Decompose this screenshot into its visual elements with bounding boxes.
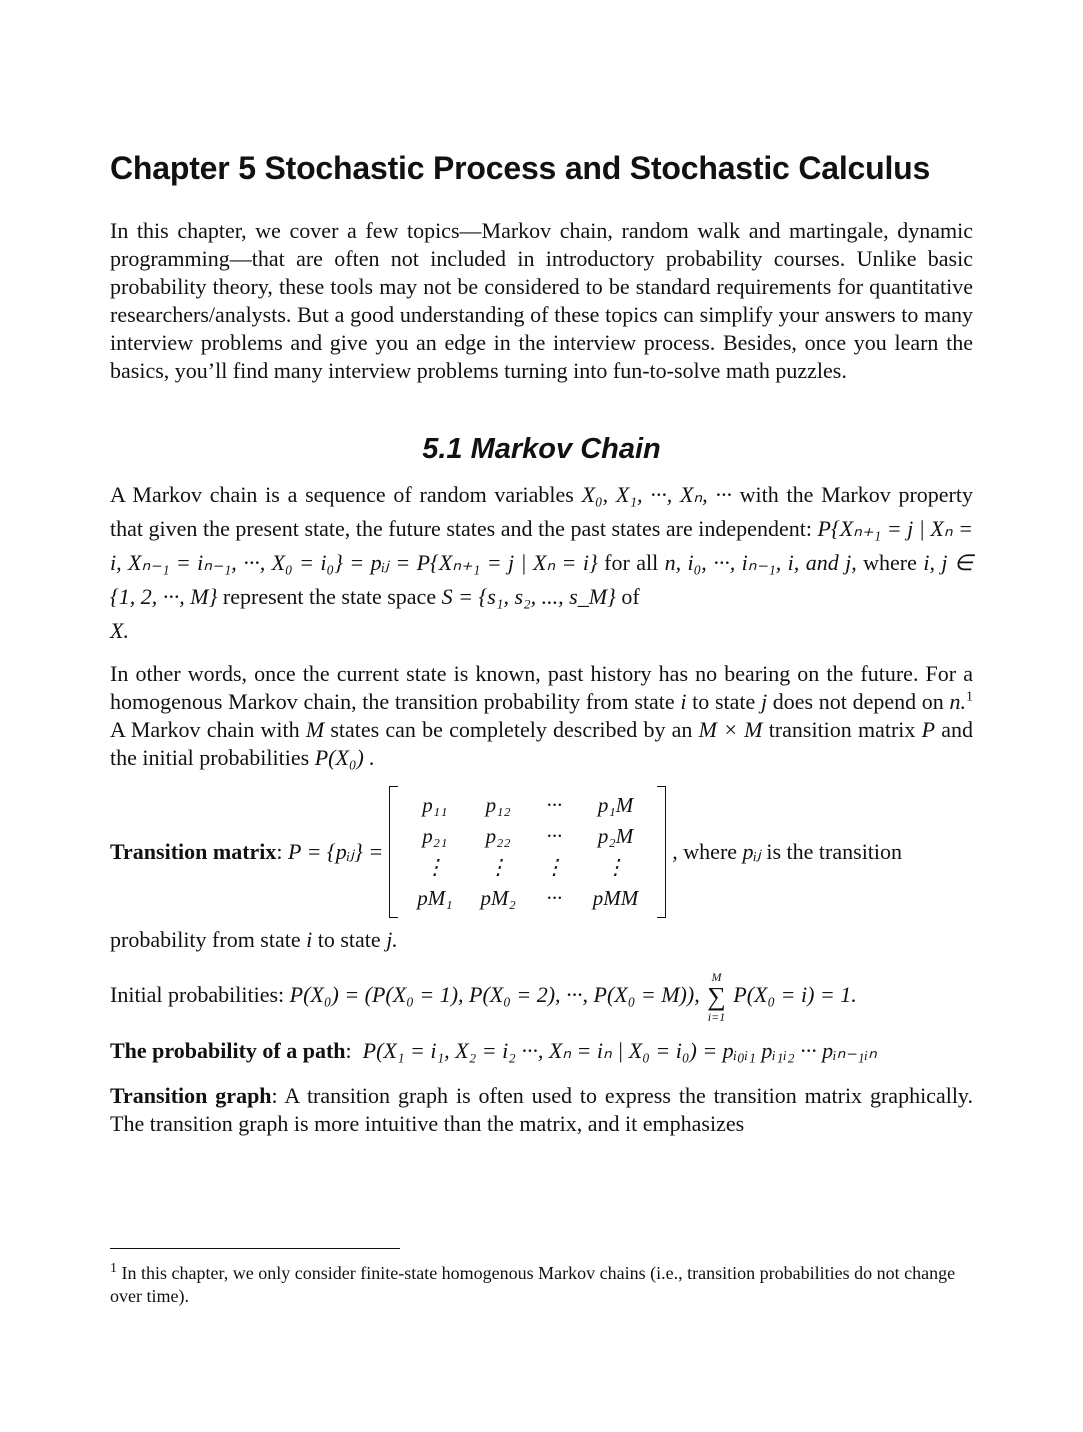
footnote-divider — [110, 1248, 400, 1249]
matrix-cell: ⋮ — [424, 855, 446, 879]
other-words-paragraph — [110, 660, 973, 772]
matrix-cell: ··· — [546, 793, 563, 817]
eq-vars: n, i₀, ···, iₙ₋₁, i, and j, — [664, 550, 857, 575]
matrix-cell: p₂M — [597, 824, 634, 848]
path-colon: : — [345, 1038, 358, 1063]
matrix-cell: p₁M — [597, 793, 634, 817]
tmc-text-1: probability from state — [110, 927, 301, 952]
footnote-mark: 1 — [110, 1261, 117, 1276]
page-body — [110, 150, 973, 1138]
transition-matrix-lhs: P = {pᵢⱼ} = — [288, 839, 384, 864]
matrix-cell: ··· — [546, 886, 563, 910]
matrix-cell: ⋮ — [487, 855, 509, 879]
path-probability-equation: P(X₁ = i₁, X₂ = i₂ ···, Xₙ = iₙ | X₀ = i₀) = pᵢ₀ᵢ₁ pᵢ₁ᵢ₂ ··· pᵢₙ₋₁ᵢₙ — [362, 1038, 877, 1063]
sum-sigma: ∑ — [707, 982, 726, 1011]
matrix-cell: ⋮ — [605, 855, 627, 879]
matrix-cell: p₁₁ — [422, 793, 448, 817]
eq-state-space: S = {s₁, s₂, ..., s_M} — [441, 584, 616, 609]
matrix-cell: ··· — [546, 824, 563, 848]
footnote-text: In this chapter, we only consider finite-state homogenous Markov chains (i.e., transition probabilities do not change over time). — [110, 1263, 956, 1306]
summation — [707, 970, 726, 1024]
ow-px0: P(X₀) . — [314, 745, 375, 770]
ow-p: P — [921, 717, 936, 742]
sum-lower-limit: i=1 — [707, 1010, 726, 1024]
transition-matrix-label: Transition matrix — [110, 839, 277, 864]
eq-where: where — [863, 550, 917, 575]
matrix-cell: p₂₂ — [485, 824, 511, 848]
transition-graph-text: : A transition graph is often used to express the transition matrix graphically. The transition graph is more intuitive than the matrix, and it emphasizes — [110, 1083, 974, 1136]
path-probability-label: The probability of a path — [110, 1038, 346, 1063]
tmc-text-2: to state — [317, 927, 381, 952]
eq-index-set: i, j ∈ {1, 2, ···, M} — [110, 550, 974, 609]
transition-matrix-continuation — [110, 926, 973, 954]
ow-mxm: M × M — [698, 717, 763, 742]
section-title: 5.1 Markov Chain — [422, 433, 661, 465]
matrix-row — [403, 883, 652, 914]
transition-graph-label: Transition graph — [110, 1083, 272, 1108]
ow-m: M — [305, 717, 325, 742]
matrix-row — [403, 790, 652, 821]
ow-i: i — [680, 689, 687, 714]
matrix-cell: p₂₁ — [422, 824, 448, 848]
matrix-cell: pMM — [592, 886, 639, 910]
tm-transition-text: is the transition — [766, 839, 903, 864]
tmc-i: i — [306, 927, 313, 952]
markov-property-equation: P{Xₙ₊₁ = j | Xₙ = i, Xₙ₋₁ = iₙ₋₁, ···, X₀ = i₀} = pᵢⱼ = P{Xₙ₊₁ = j | Xₙ = i} — [110, 516, 973, 575]
footnote-reference[interactable]: 1 — [966, 689, 973, 705]
tm-pij: pᵢⱼ — [742, 839, 761, 864]
matrix-row — [403, 821, 652, 852]
ow-text-6: transition matrix — [768, 717, 916, 742]
ow-text-5: states can be completely described by an — [330, 717, 693, 742]
matrix-cell: ⋮ — [543, 855, 565, 879]
initial-probabilities — [110, 970, 973, 1024]
tm-where: , where — [672, 839, 738, 864]
transition-matrix — [389, 786, 666, 918]
initial-probabilities-equation: P(X₀) = (P(X₀ = 1), P(X₀ = 2), ···, P(X₀ = M)), — [289, 982, 700, 1008]
path-probability — [110, 1034, 973, 1068]
ow-text-3: does not depend on — [772, 689, 944, 714]
def-sequence: X₀, X₁, ···, Xₙ, ··· — [581, 482, 732, 507]
matrix-cell: p₁₂ — [485, 793, 511, 817]
initial-probabilities-label: Initial probabilities: — [110, 982, 285, 1008]
matrix-row — [403, 852, 652, 883]
eq-x: X. — [110, 618, 129, 643]
tmc-j: j. — [386, 927, 398, 952]
eq-represent: represent the state space — [222, 584, 437, 609]
matrix-table — [403, 790, 652, 914]
eq-of: of — [621, 584, 640, 609]
def-text-2: with the Markov property that given the present state, the future states and the past states are independent: — [110, 482, 973, 541]
ow-text-2: to state — [692, 689, 756, 714]
ow-j: j — [760, 689, 768, 714]
matrix-cell: pM₁ — [417, 886, 453, 910]
matrix-cell: pM₂ — [480, 886, 516, 910]
transition-matrix-row — [110, 786, 973, 918]
sum-body: P(X₀ = i) = 1. — [733, 982, 857, 1008]
eq-for-all: for all — [604, 550, 659, 575]
tm-colon: : — [276, 839, 289, 864]
ow-text-1: In other words, once the current state is known, past history has no bearing on the future. For a homogenous Markov chain, the transition probability from state — [110, 661, 973, 714]
footnote — [110, 1262, 973, 1308]
ow-n: n. — [949, 689, 966, 714]
def-text-1: A Markov chain is a sequence of random variables — [110, 482, 574, 507]
transition-graph-paragraph — [110, 1082, 973, 1138]
chapter-title: Chapter 5 Stochastic Process and Stochastic Calculus — [110, 150, 931, 186]
intro-paragraph: In this chapter, we cover a few topics—Markov chain, random walk and martingale, dynamic programming—that are often not included in introductory probability courses. Unlike basic probability theory, these tools may not be considered to be standard requirements for quantitative researchers/analysts. But a good understanding of these topics can simplify your answers to many interview problems and give you an edge in the interview process. Besides, once you learn the basics, you’ll find many interview problems turning into fun-to-solve math puzzles. — [110, 218, 973, 383]
ow-text-4: A Markov chain with — [110, 717, 300, 742]
sum-upper-limit: M — [711, 970, 722, 984]
ow-text-7: and the initial probabilities — [110, 717, 973, 770]
markov-definition — [110, 478, 973, 648]
